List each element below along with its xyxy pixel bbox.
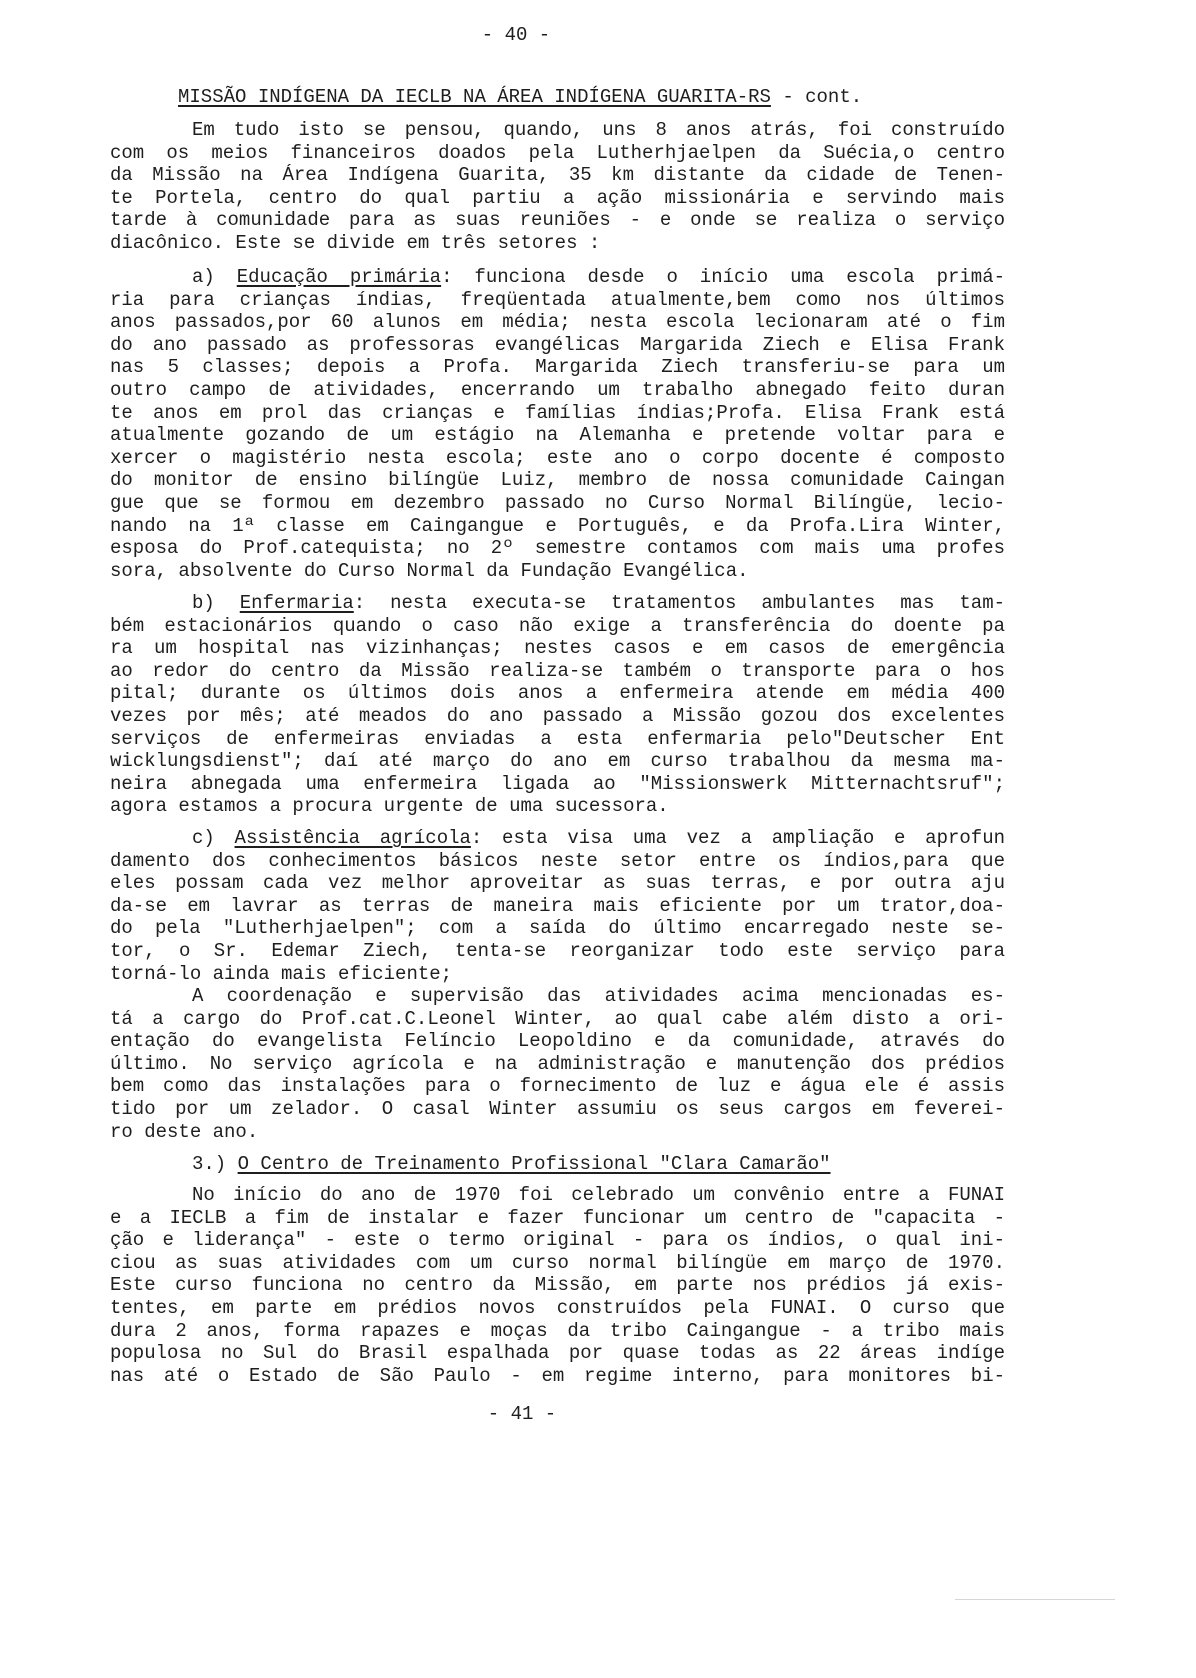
sector-c-line: da-se em lavrar as terras de maneira mais eficiente por um trator,doa- [110, 894, 1005, 917]
sector-c-line: eles possam cada vez melhor aproveitar as suas terras, e por outra aju [110, 872, 1005, 895]
sector-c-heading: Assistência agrícola [234, 827, 471, 849]
sector-b-paragraph [110, 592, 1005, 818]
intro-line: Em tudo isto se pensou, quando, uns 8 anos atrás, foi construído [192, 119, 1005, 141]
sector-b-line: serviços de enfermeiras enviadas a esta enfermaria pelo"Deutscher Ent [110, 727, 1005, 750]
intro-paragraph [110, 119, 1005, 255]
footer-page-number: - 41 - [487, 1403, 557, 1425]
sector-b-heading: Enfermaria [239, 592, 354, 614]
coordination-line: último. No serviço agrícola e na administração e manutenção dos prédios [110, 1052, 1005, 1075]
intro-line: com os meios financeiros doados pela Lutherhjaelpen da Suécia,o centro [110, 141, 1005, 164]
coordination-line: entação do evangelista Felíncio Leopoldino e da comunidade, através do [110, 1030, 1005, 1053]
sector-a-line: do monitor de ensino bilíngüe Luiz, membro de nossa comunidade Caingan [110, 469, 1005, 492]
sector-b-label: b) [192, 592, 215, 614]
sector-c-paragraph [110, 827, 1005, 985]
intro-line: tarde à comunidade para as suas reuniões - e onde se realiza o serviço [110, 209, 1005, 232]
sector-c-line: tor, o Sr. Edemar Ziech, tenta-se reorganizar todo este serviço para [110, 939, 1005, 962]
sector-a-line: ria para crianças índias, freqüentada atualmente,bem como nos últimos [110, 288, 1005, 311]
sector-b-line: ra um hospital nas vizinhanças; nestes casos e em casos de emergência [110, 637, 1005, 660]
sector-a-heading: Educação primária [236, 266, 442, 288]
header-page-number: - 40 - [481, 24, 551, 46]
section-3-heading [110, 1153, 1005, 1176]
sector-a-line: gue que se formou em dezembro passado no Curso Normal Bilíngüe, lecio- [110, 491, 1005, 514]
sector-a-line: nando na 1ª classe em Caingangue e Português, e da Profa.Lira Winter, [110, 514, 1005, 537]
coordination-line: bem como das instalações para o fornecimento de luz e água ele é assis [110, 1075, 1005, 1098]
sector-a-line: te anos em prol das crianças e famílias índias;Profa. Elisa Frank está [110, 401, 1005, 424]
section-3-number: 3.) [192, 1153, 227, 1175]
sector-b-line: bém estacionários quando o caso não exige a transferência do doente pa [110, 614, 1005, 637]
coordination-line: tá a cargo do Prof.cat.C.Leonel Winter, ao qual cabe além disto a ori- [110, 1007, 1005, 1030]
coordination-line: tido por um zelador. O casal Winter assumiu os seus cargos em feverei- [110, 1097, 1005, 1120]
sector-a-label: a) [192, 266, 215, 288]
sector-a-first-line [110, 266, 1005, 289]
title-suffix: - cont. [782, 86, 863, 108]
sector-a-line: xercer o magistério nesta escola; este ano o corpo docente é composto [110, 446, 1005, 469]
document-title [178, 86, 862, 109]
title-underlined-text: MISSÃO INDÍGENA DA IECLB NA ÁREA INDÍGENA GUARITA-RS [178, 86, 771, 108]
sector-b-line: neira abnegada uma enfermeira ligada ao "Missionswerk Mitternachtsruf"; [110, 772, 1005, 795]
section-3-line: No início do ano de 1970 foi celebrado um convênio entre a FUNAI [192, 1184, 1005, 1206]
coordination-paragraph [110, 985, 1005, 1143]
sector-a-line: nas 5 classes; depois a Profa. Margarida Ziech transferiu-se para um [110, 356, 1005, 379]
sector-a-line: do ano passado as professoras evangélicas Margarida Ziech e Elisa Frank [110, 333, 1005, 356]
sector-b-line: pital; durante os últimos dois anos a enfermeira atende em média 400 [110, 682, 1005, 705]
section-3-paragraph [110, 1184, 1005, 1387]
sector-a-line: outro campo de atividades, encerrando um trabalho abnegado feito duran [110, 378, 1005, 401]
scan-artifact-line [955, 1599, 1115, 1600]
section-3-line: tentes, em parte em prédios novos construídos pela FUNAI. O curso que [110, 1296, 1005, 1319]
section-3-line: dura 2 anos, forma rapazes e moças da tribo Caingangue - a tribo mais [110, 1319, 1005, 1342]
section-3-line: Este curso funciona no centro da Missão, em parte nos prédios já exis- [110, 1274, 1005, 1297]
sector-a-line: anos passados,por 60 alunos em média; nesta escola lecionaram até o fim [110, 311, 1005, 334]
section-3-line: populosa no Sul do Brasil espalhada por quase todas as 22 áreas indíge [110, 1342, 1005, 1365]
section-3-line: ção e liderança" - este o termo original - para os índios, o qual ini- [110, 1229, 1005, 1252]
coordination-line: ro deste ano. [110, 1120, 259, 1143]
section-3-line: e a IECLB a fim de instalar e fazer funcionar um centro de "capacita - [110, 1206, 1005, 1229]
sector-c-line: do pela "Lutherhjaelpen"; com a saída do último encarregado neste se- [110, 917, 1005, 940]
sector-a-paragraph [110, 266, 1005, 582]
coordination-line: A coordenação e supervisão das atividades acima mencionadas es- [192, 985, 1005, 1007]
section-3-line: ciou as suas atividades com um curso normal bilíngüe em março de 1970. [110, 1251, 1005, 1274]
sector-b-line: ao redor do centro da Missão realiza-se também o transporte para o hos [110, 659, 1005, 682]
sector-a-first-line-text: : funciona desde o início uma escola primá- [441, 266, 1005, 288]
intro-line: diacônico. Este se divide em três setores : [110, 231, 601, 254]
section-3-line: nas até o Estado de São Paulo - em regime interno, para monitores bi- [110, 1364, 1005, 1387]
sector-b-line: agora estamos a procura urgente de uma sucessora. [110, 795, 669, 818]
sector-c-first-line-text: : esta visa uma vez a ampliação e aprofun [470, 827, 1005, 849]
section-3-heading-line [110, 1153, 1005, 1176]
sector-c-line: damento dos conhecimentos básicos neste setor entre os índios,para que [110, 849, 1005, 872]
intro-line: da Missão na Área Indígena Guarita, 35 km distante da cidade de Tenen- [110, 164, 1005, 187]
sector-a-line: sora, absolvente do Curso Normal da Fundação Evangélica. [110, 559, 749, 582]
sector-b-line: vezes por mês; até meados do ano passado a Missão gozou dos excelentes [110, 704, 1005, 727]
intro-line: te Portela, centro do qual partiu a ação missionária e servindo mais [110, 186, 1005, 209]
sector-c-line: torná-lo ainda mais eficiente; [110, 962, 453, 985]
sector-b-line: wicklungsdienst"; daí até março do ano em curso trabalhou da mesma ma- [110, 750, 1005, 773]
sector-c-label: c) [192, 827, 215, 849]
sector-b-first-line [110, 592, 1005, 615]
sector-a-line: atualmente gozando de um estágio na Alemanha e pretende voltar para e [110, 424, 1005, 447]
sector-a-line: esposa do Prof.catequista; no 2º semestre contamos com mais uma profes [110, 537, 1005, 560]
sector-c-first-line [110, 827, 1005, 850]
sector-b-first-line-text: : nesta executa-se tratamentos ambulantes mas tam- [353, 592, 1005, 614]
section-3-title: O Centro de Treinamento Profissional "Clara Camarão" [237, 1153, 831, 1175]
